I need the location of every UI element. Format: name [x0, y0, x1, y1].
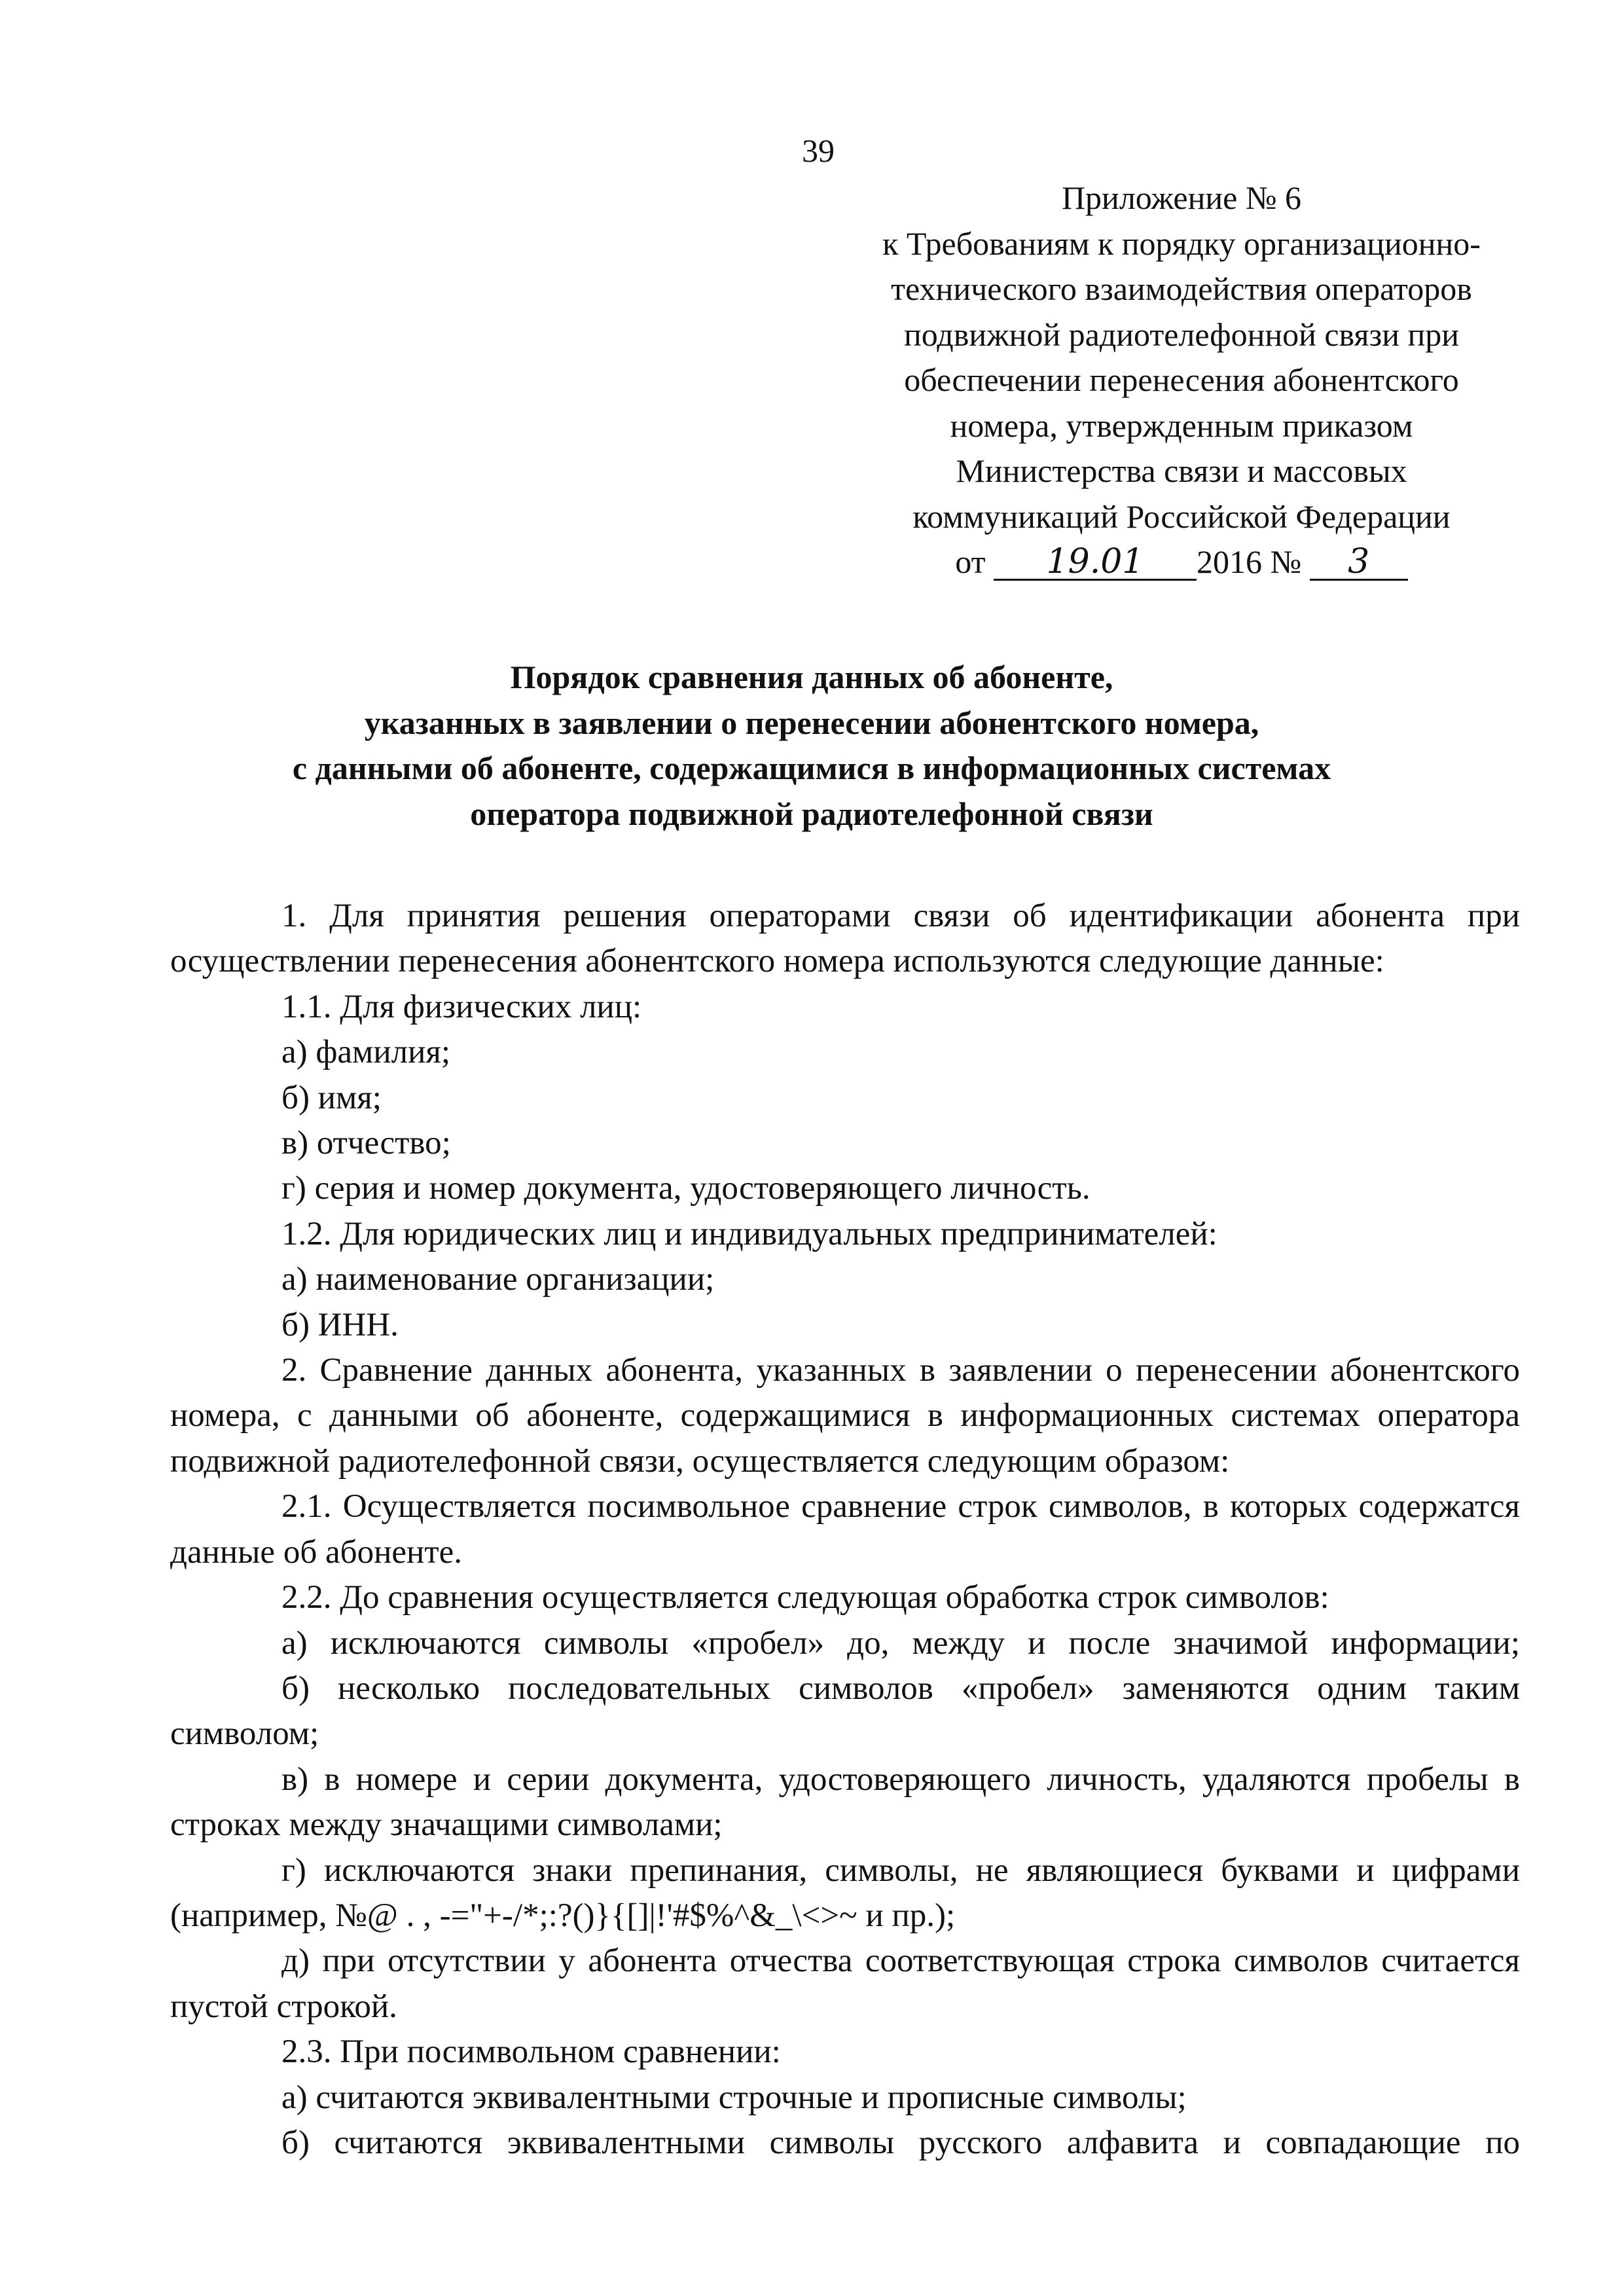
list-item: г) исключаются знаки препинания, символы, не являющиеся буквами и цифрами (например, №@ . , -="+-/*;:?()}{[]|!'#$%^&_\<>~ и пр.); [170, 1851, 1520, 1934]
appendix-line: Министерства связи и массовых [956, 452, 1407, 489]
heading-line: Порядок сравнения данных об абоненте, [510, 659, 1113, 695]
paragraph-2-2: 2.2. До сравнения осуществляется следующая обработка строк символов: [281, 1579, 1329, 1616]
list-item: а) фамилия; [281, 1034, 450, 1071]
list-item: в) в номере и серии документа, удостоверяющего личность, удаляются пробелы в строках между значащими символами; [170, 1760, 1520, 1844]
page-number: 39 [802, 132, 835, 169]
document-heading [170, 655, 1453, 837]
list-item: б) несколько последовательных символов «пробел» заменяются одним таким символом; [170, 1669, 1520, 1753]
list-item: б) имя; [281, 1079, 382, 1116]
appendix-line: подвижной радиотелефонной связи при [903, 316, 1460, 353]
appendix-line: к Требованиям к порядку организационно- [882, 225, 1481, 262]
heading-line: с данными об абоненте, содержащимися в информационных системах [292, 750, 1331, 786]
appendix-line: коммуникаций Российской Федерации [912, 498, 1451, 535]
paragraph-2-1: 2.1. Осуществляется посимвольное сравнение строк символов, в которых содержатся данные об абоненте. [170, 1488, 1520, 1571]
order-date-line [802, 539, 1561, 585]
list-item: а) исключаются символы «пробел» до, между и после значимой информации; [281, 1624, 1520, 1662]
order-year: 2016 № [1196, 543, 1302, 580]
handwritten-order-number: 3 [1310, 545, 1408, 581]
paragraph-2-3: 2.3. При посимвольном сравнении: [281, 2033, 781, 2071]
appendix-block [802, 175, 1561, 585]
list-item: а) считаются эквивалентными строчные и прописные символы; [281, 2079, 1187, 2116]
list-item: д) при отсутствии у абонента отчества соответствующая строка символов считается пустой строкой. [170, 1942, 1520, 2025]
paragraph-2: 2. Сравнение данных абонента, указанных в заявлении о перенесении абонентского номера, с данными об абоненте, содержащимися в информационных системах оператора подвижной радиотелефонной связи, осуществляется следующим образом: [170, 1352, 1520, 1480]
paragraph-1: 1. Для принятия решения операторами связи об идентификации абонента при осуществлении перенесения абонентского номера используются следующие данные: [170, 898, 1520, 980]
handwritten-date: 19.01 [994, 545, 1197, 581]
appendix-title: Приложение № 6 [1061, 179, 1302, 216]
list-item: г) серия и номер документа, удостоверяющего личность. [281, 1170, 1091, 1207]
list-item: а) наименование организации; [281, 1261, 715, 1298]
list-item: б) считаются эквивалентными символы русского алфавита и совпадающие по [281, 2124, 1520, 2161]
paragraph-1-1: 1.1. Для физических лиц: [281, 988, 642, 1025]
heading-line: указанных в заявлении о перенесении абонентского номера, [364, 704, 1259, 741]
list-item: в) отчество; [281, 1125, 451, 1162]
date-prefix: от [955, 543, 986, 580]
appendix-line: обеспечении перенесения абонентского [904, 361, 1459, 398]
document-body [170, 894, 1520, 2166]
appendix-line: технического взаимодействия операторов [891, 270, 1472, 307]
list-item: б) ИНН. [281, 1306, 399, 1343]
appendix-line: номера, утвержденным приказом [950, 407, 1413, 444]
paragraph-1-2: 1.2. Для юридических лиц и индивидуальных предпринимателей: [281, 1215, 1218, 1252]
heading-line: оператора подвижной радиотелефонной связи [470, 795, 1153, 832]
